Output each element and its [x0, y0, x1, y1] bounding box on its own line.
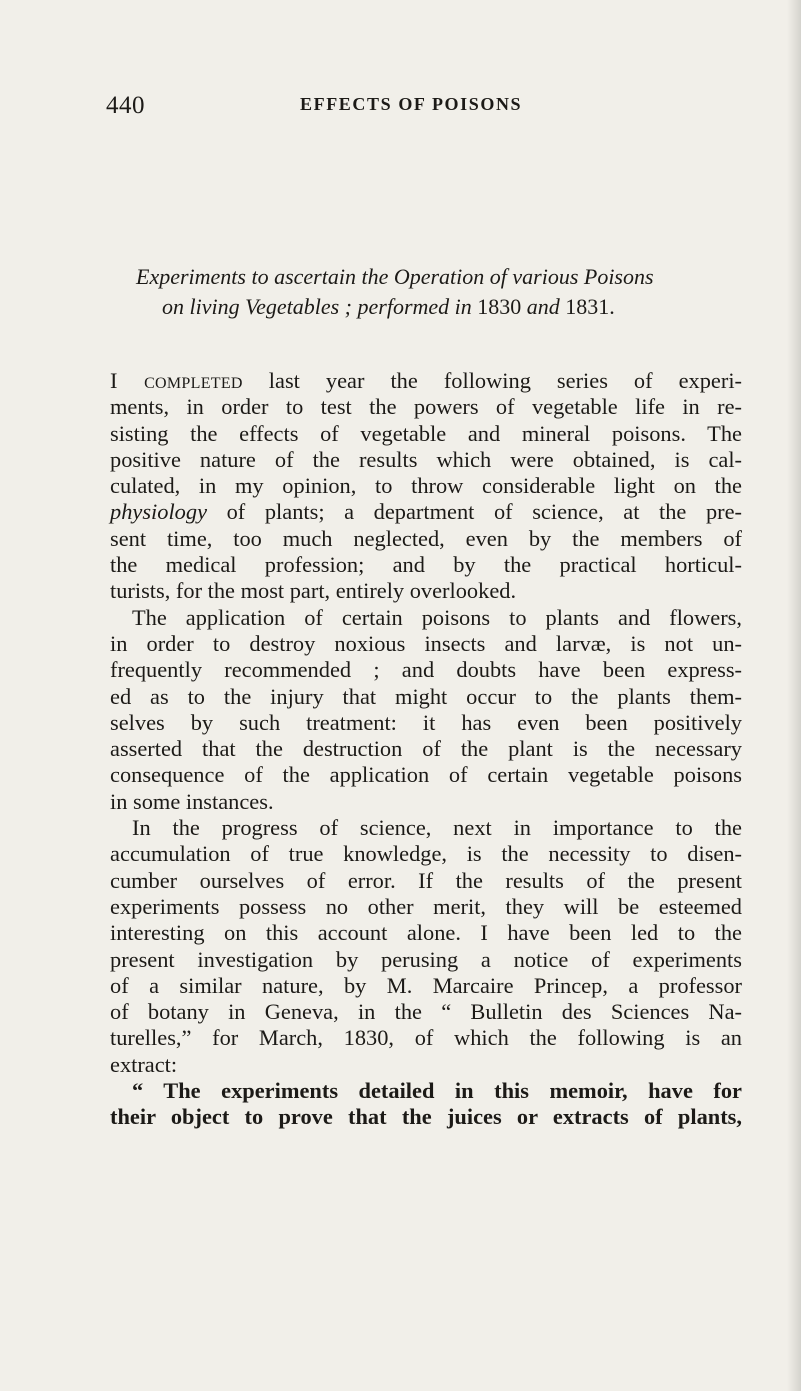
title-line-1: Experiments to ascertain the Operation of various Poisons [136, 264, 654, 289]
text-line: asserted that the destruction of the plant is the necessary [110, 736, 742, 762]
running-head: EFFECTS OF POISONS [300, 94, 523, 114]
text-line: in order to destroy noxious insects and larvæ, is not un- [110, 630, 742, 656]
text-line: of botany in Geneva, in the “ Bulletin des Sciences Na- [110, 999, 742, 1025]
text-line: frequently recommended ; and doubts have been express- [110, 657, 742, 683]
text-line: turists, for the most part, entirely overlooked. [110, 578, 517, 604]
text-line: ed as to the injury that might occur to the plants them- [110, 683, 742, 709]
title-line-2 [136, 292, 740, 322]
text-line: “ The experiments detailed in this memoir, have for [132, 1078, 742, 1104]
text-line: consequence of the application of certain vegetable poisons [110, 762, 742, 788]
text-line [110, 368, 742, 394]
text-line: sent time, too much neglected, even by the members of [110, 525, 742, 551]
text-line: accumulation of true knowledge, is the necessity to disen- [110, 841, 742, 867]
text-line: extract: [110, 1051, 178, 1077]
text-line: experiments possess no other merit, they will be esteemed [110, 893, 742, 919]
line-text: of plants; a department of science, at the pre- [207, 499, 742, 525]
title-line-2-text: on living Vegetables ; performed in [162, 294, 478, 319]
text-line: sisting the effects of vegetable and mineral poisons. The [110, 420, 742, 446]
title-year-2: 1831. [565, 294, 615, 319]
text-line: in some instances. [110, 788, 274, 814]
text-line: of a similar nature, by M. Marcaire Princep, a professor [110, 972, 742, 998]
text-line: turelles,” for March, 1830, of which the following is an [110, 1025, 742, 1051]
title-year-1: 1830 [477, 294, 522, 319]
text-line: In the progress of science, next in importance to the [132, 815, 742, 841]
section-title [136, 262, 740, 322]
drop-words: I completed [110, 368, 243, 393]
text-line: their object to prove that the juices or extracts of plants, [110, 1104, 742, 1130]
text-line: present investigation by perusing a notice of experiments [110, 946, 742, 972]
line-text: last year the following series of experi- [242, 368, 742, 393]
text-line: the medical profession; and by the practical horticul- [110, 552, 742, 578]
text-line: selves by such treatment: it has even been positively [110, 709, 742, 735]
text-line: positive nature of the results which were obtained, is cal- [110, 446, 742, 472]
text-line: ments, in order to test the powers of vegetable life in re- [110, 394, 742, 420]
text-line: cumber ourselves of error. If the results of the present [110, 867, 742, 893]
text-line: interesting on this account alone. I have been led to the [110, 920, 742, 946]
page-edge-shadow [787, 0, 801, 1391]
text-line: culated, in my opinion, to throw considerable light on the [110, 473, 742, 499]
title-and: and [521, 294, 566, 319]
quoted-extract [110, 1078, 742, 1131]
text-line: The application of certain poisons to plants and flowers, [132, 604, 742, 630]
body-text [110, 368, 742, 1131]
page-number: 440 [106, 92, 145, 119]
italic-word: physiology [110, 499, 208, 525]
text-line [110, 499, 742, 525]
